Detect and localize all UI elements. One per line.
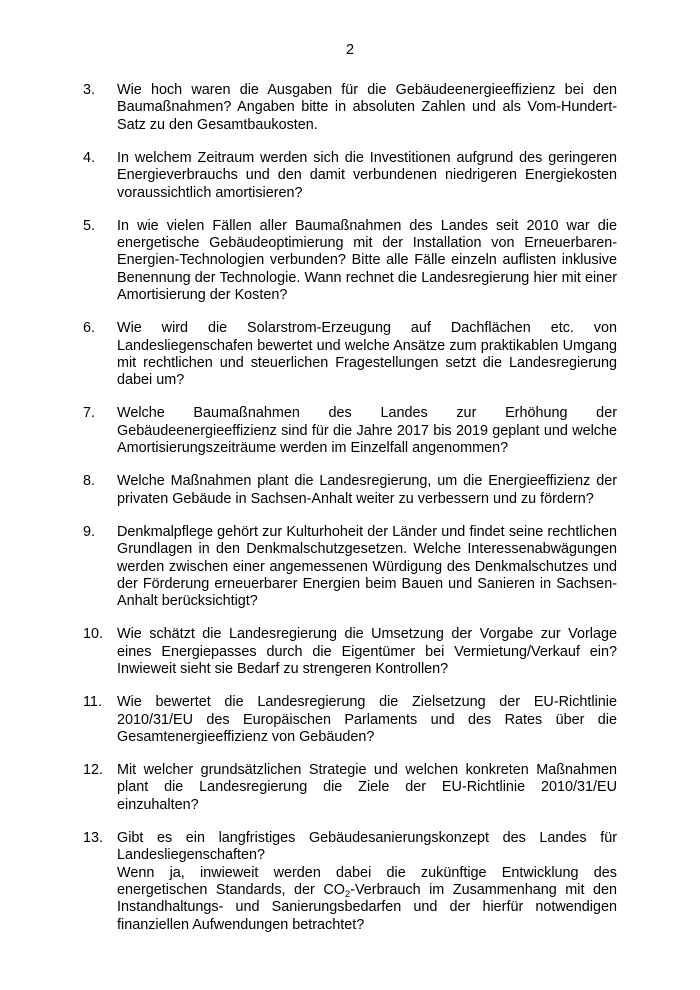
question-number: 6.	[83, 320, 96, 337]
question-number: 11.	[83, 694, 102, 711]
co2-subscript: 2	[344, 888, 351, 900]
question-text: In welchem Zeitraum werden sich die Investitionen aufgrund des geringeren Energieverbrauchs und den damit verbundenen niedrigeren Energiekosten voraussichtlich amortisieren?	[117, 149, 617, 201]
question-number: 13.	[83, 829, 104, 846]
question-item	[83, 405, 617, 457]
question-item	[83, 218, 617, 305]
question-list	[83, 82, 617, 934]
question-item	[83, 524, 617, 611]
question-number: 10.	[83, 626, 104, 643]
question-number: 12.	[83, 761, 104, 778]
question-text: Denkmalpflege gehört zur Kulturhoheit der Länder und findet seine rechtlichen Grundlagen in den Denkmalschutzgesetzen. Welche Interessenabwägungen werden zwischen einer angemessenen Würdigung des Denkmalschutzes und der Förderung erneuerbarer Energien beim Bauen und Sanieren in Sachsen-Anhalt berücksichtigt?	[117, 523, 617, 610]
question-text: Wie bewertet die Landesregierung die Zielsetzung der EU-Richtlinie 2010/31/EU des Europäischen Parlaments und des Rates über die Gesamtenergieeffizienz von Gebäuden?	[117, 694, 617, 745]
question-followup	[117, 865, 617, 935]
page-number: 2	[345, 42, 355, 58]
question-text: In wie vielen Fällen aller Baumaßnahmen des Landes seit 2010 war die energetische Gebäudeoptimierung mit der Installation von Erneuerbaren-Energien-Technologien verbunden? Bitte alle Fälle einzeln auflisten inklusive Benennung der Technologie. Wann rechnet die Landesregierung hier mit einer Amortisierung der Kosten?	[117, 217, 617, 304]
question-text: Welche Baumaßnahmen des Landes zur Erhöhung der Gebäudeenergieeffizienz sind für die Jahre 2017 bis 2019 geplant und welche Amortisierungszeiträume werden im Einzelfall angenommen?	[117, 405, 617, 457]
followup-text-before: Wenn ja, inwieweit werden dabei die zukünftige Entwicklung des energetischen Standards, der CO	[117, 864, 617, 898]
question-item	[83, 150, 617, 202]
question-item	[83, 762, 617, 814]
question-text: Wie schätzt die Landesregierung die Umsetzung der Vorgabe zur Vorlage eines Energiepasses durch die Eigentümer bei Vermietung/Verkauf ein? Inwieweit sieht sie Bedarf zu strengeren Kontrollen?	[117, 626, 617, 678]
question-number: 8.	[83, 473, 96, 490]
question-item	[83, 82, 617, 134]
question-item	[83, 694, 617, 746]
question-number: 7.	[83, 405, 96, 422]
question-text: Wie wird die Solarstrom-Erzeugung auf Dachflächen etc. von Landesliegenschafen bewertet und welche Ansätze zum praktikablen Umgang mit rechtlichen und steuerlichen Fragestellungen setzt die Landesregierung dabei um?	[117, 320, 617, 389]
question-item	[83, 320, 617, 390]
question-text: Welche Maßnahmen plant die Landesregierung, um die Energieeffizienz der privaten Gebäude in Sachsen-Anhalt weiter zu verbessern und zu fördern?	[117, 473, 617, 507]
question-number: 4.	[83, 149, 96, 166]
question-text: Gibt es ein langfristiges Gebäudesanierungskonzept des Landes für Landesliegenschaften?	[117, 829, 617, 864]
question-number: 9.	[83, 523, 96, 540]
question-number: 5.	[83, 217, 96, 234]
question-text: Mit welcher grundsätzlichen Strategie und welchen konkreten Maßnahmen plant die Landesregierung die Ziele der EU-Richtlinie 2010/31/EU einzuhalten?	[117, 761, 617, 813]
question-item	[83, 830, 617, 934]
question-item	[83, 626, 617, 678]
question-item	[83, 473, 617, 508]
question-text: Wie hoch waren die Ausgaben für die Gebäudeenergieeffizienz bei den Baumaßnahmen? Angaben bitte in absoluten Zahlen und als Vom-Hundert-Satz zu den Gesamtbaukosten.	[117, 82, 617, 133]
question-number: 3.	[83, 82, 96, 98]
followup-text-after: -Verbrauch im Zusammenhang mit den Instandhaltungs- und Sanierungsbedarfen und der hierfür notwendigen finanziellen Aufwendungen betrachtet?	[117, 881, 617, 933]
